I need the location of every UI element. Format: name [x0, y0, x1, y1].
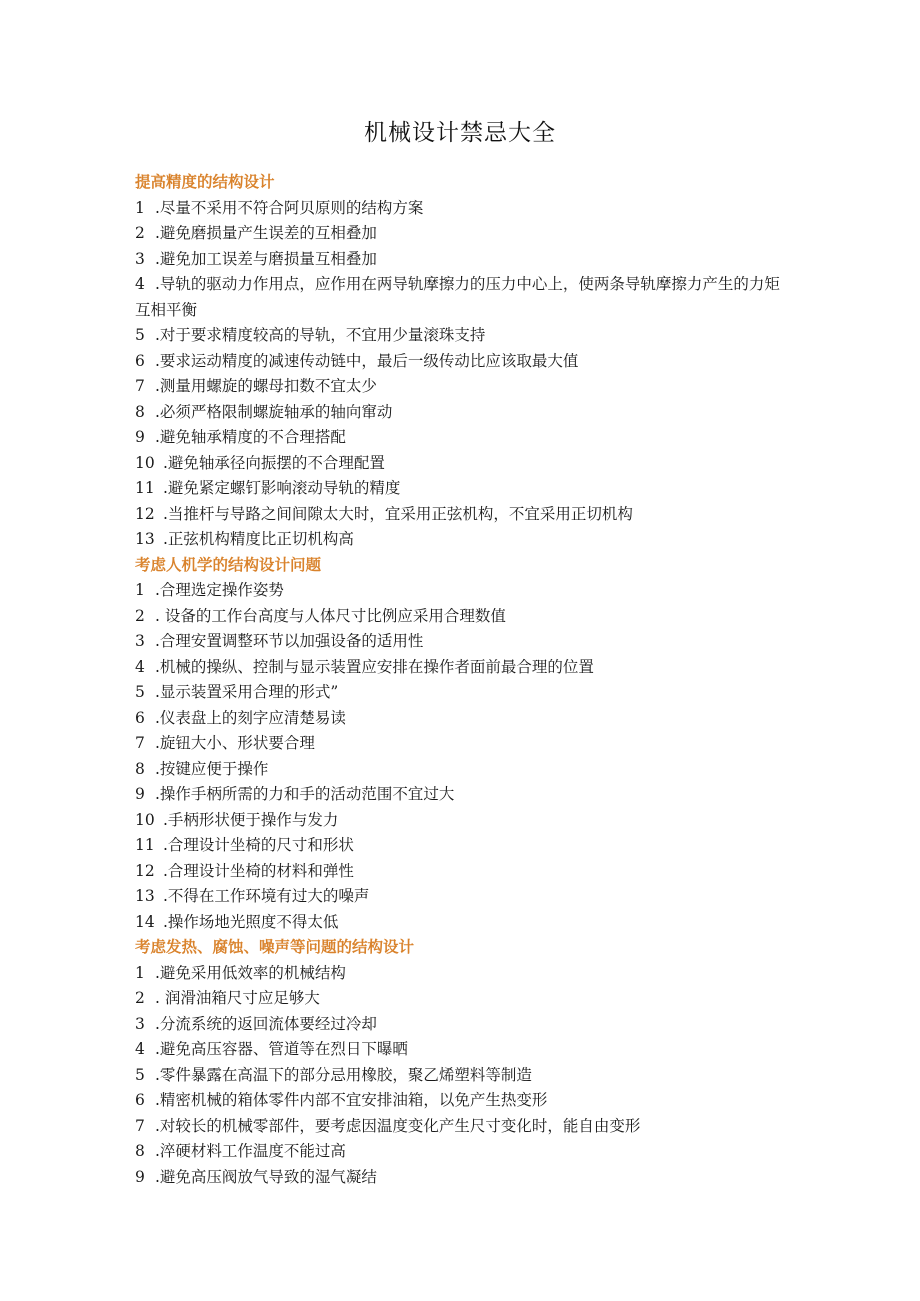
item-number: 11: [135, 836, 155, 854]
item-text: . 设备的工作台高度与人体尺寸比例应采用合理数值: [155, 606, 506, 625]
list-item: [135, 859, 795, 885]
list-item: [135, 349, 795, 375]
item-number: 4: [135, 657, 145, 676]
list-item: [135, 961, 795, 987]
list-item: [135, 221, 795, 247]
item-text: .淬硬材料工作温度不能过高: [155, 1142, 346, 1160]
item-number: 6: [135, 351, 145, 370]
list-item: [135, 1012, 795, 1038]
item-number: 3: [135, 249, 145, 268]
item-text: .对较长的机械零部件，要考虑因温度变化产生尺寸变化时，能自由变形: [155, 1116, 641, 1135]
item-text: .避免高压阀放气导致的湿气凝结: [155, 1167, 377, 1186]
item-number: 13: [135, 530, 155, 548]
list-item: [135, 706, 795, 732]
item-number: 5: [135, 683, 145, 701]
list-item: [135, 502, 795, 528]
item-number: 12: [135, 504, 155, 523]
item-number: 1: [135, 963, 145, 982]
item-text: .手柄形状便于操作与发力: [163, 810, 339, 829]
list-item: [135, 833, 795, 859]
list-item: [135, 1088, 795, 1114]
list-item: [135, 1165, 795, 1191]
item-number: 6: [135, 1091, 145, 1109]
list-item: [135, 272, 795, 323]
item-number: 7: [135, 377, 145, 395]
item-text: .避免轴承精度的不合理搭配: [155, 428, 346, 446]
item-number: 3: [135, 632, 145, 650]
list-item: [135, 808, 795, 834]
document-title: 机械设计禁忌大全: [364, 120, 556, 146]
item-number: 8: [135, 402, 145, 421]
item-number: 3: [135, 1014, 145, 1033]
item-number: 10: [135, 810, 155, 829]
item-text: .正弦机构精度比正切机构高: [163, 530, 354, 548]
list-item: [135, 400, 795, 426]
item-text: .旋钮大小、形状要合理: [155, 734, 315, 752]
list-item: [135, 451, 795, 477]
item-text: .机械的操纵、控制与显示装置应安排在操作者面前最合理的位置: [155, 657, 594, 676]
item-number: 4: [135, 1040, 145, 1058]
list-item: [135, 1037, 795, 1063]
list-item: [135, 323, 795, 349]
item-text: .分流系统的返回流体要经过冷却: [155, 1014, 377, 1033]
document-body: [135, 170, 795, 1190]
item-number: 8: [135, 759, 145, 778]
item-text: .测量用螺旋的螺母扣数不宜太少: [155, 377, 377, 395]
item-text: .避免轴承径向振摆的不合理配置: [163, 453, 385, 472]
item-number: 13: [135, 887, 155, 905]
item-number: 7: [135, 1116, 145, 1135]
item-number: 5: [135, 326, 145, 344]
item-text: .精密机械的箱体零件内部不宜安排油箱，以免产生热变形: [155, 1091, 548, 1109]
item-number: 2: [135, 606, 145, 625]
list-item: [135, 1063, 795, 1089]
item-text: .操作手柄所需的力和手的活动范围不宜过大: [155, 785, 455, 803]
item-number: 2: [135, 224, 145, 242]
item-number: 1: [135, 581, 145, 599]
item-text: . 润滑油箱尺寸应足够大: [155, 989, 320, 1007]
list-item: [135, 782, 795, 808]
list-item: [135, 986, 795, 1012]
item-text: .避免高压容器、管道等在烈日下曝晒: [155, 1040, 408, 1058]
item-number: 6: [135, 708, 145, 727]
item-number: 14: [135, 912, 155, 931]
item-text: .合理安置调整环节以加强设备的适用性: [155, 632, 424, 650]
item-number: 7: [135, 734, 145, 752]
section-heading: 考虑发热、腐蚀、噪声等问题的结构设计: [135, 938, 415, 956]
list-item: [135, 604, 795, 630]
list-item: [135, 1139, 795, 1165]
item-text: .避免紧定螺钉影响滚动导轨的精度: [163, 479, 401, 497]
section-heading: 提高精度的结构设计: [135, 173, 275, 191]
list-item: [135, 476, 795, 502]
list-item: [135, 629, 795, 655]
item-text: .对于要求精度较高的导轨，不宜用少量滚珠支持: [155, 326, 486, 344]
list-item: [135, 1114, 795, 1140]
item-text: .避免采用低效率的机械结构: [155, 963, 346, 982]
item-number: 8: [135, 1142, 145, 1160]
list-item: [135, 884, 795, 910]
item-number: 12: [135, 861, 155, 880]
item-number: 10: [135, 453, 155, 472]
item-text: .操作场地光照度不得太低: [163, 912, 339, 931]
item-text: .仪表盘上的刻字应清楚易读: [155, 708, 346, 727]
item-number: 4: [135, 275, 145, 293]
list-item: [135, 527, 795, 553]
list-item: [135, 578, 795, 604]
list-item: [135, 731, 795, 757]
item-number: 9: [135, 428, 145, 446]
list-item: [135, 425, 795, 451]
item-number: 1: [135, 198, 145, 217]
list-item: [135, 757, 795, 783]
list-item: [135, 374, 795, 400]
list-item: [135, 680, 795, 706]
item-number: 2: [135, 989, 145, 1007]
item-text: .合理设计坐椅的材料和弹性: [163, 861, 354, 880]
item-text: .合理设计坐椅的尺寸和形状: [163, 836, 354, 854]
item-text: .避免磨损量产生误差的互相叠加: [155, 224, 377, 242]
item-text: .尽量不采用不符合阿贝原则的结构方案: [155, 198, 424, 217]
item-number: 9: [135, 1167, 145, 1186]
item-text: .避免加工误差与磨损量互相叠加: [155, 249, 377, 268]
section-heading: 考虑人机学的结构设计问题: [135, 555, 322, 574]
item-text: .零件暴露在高温下的部分忌用橡胶，聚乙烯塑料等制造: [155, 1065, 532, 1084]
item-text: .不得在工作环境有过大的噪声: [163, 887, 370, 905]
list-item: [135, 910, 795, 936]
item-text: .当推杆与导路之间间隙太大时，宜采用正弦机构，不宜采用正切机构: [163, 504, 633, 523]
list-item: [135, 655, 795, 681]
item-text: .显示装置采用合理的形式”: [155, 683, 339, 701]
item-text: .要求运动精度的减速传动链中，最后一级传动比应该取最大值: [155, 351, 579, 370]
list-item: [135, 247, 795, 273]
list-item: [135, 196, 795, 222]
item-number: 11: [135, 479, 155, 497]
item-text: .导轨的驱动力作用点，应作用在两导轨摩擦力的压力中心上，使两条导轨摩擦力产生的力矩互相平衡: [135, 275, 780, 319]
item-text: .按键应便于操作: [155, 759, 269, 778]
item-number: 9: [135, 785, 145, 803]
item-text: .合理选定操作姿势: [155, 581, 284, 599]
item-number: 5: [135, 1065, 145, 1084]
item-text: .必须严格限制螺旋轴承的轴向窜动: [155, 402, 393, 421]
